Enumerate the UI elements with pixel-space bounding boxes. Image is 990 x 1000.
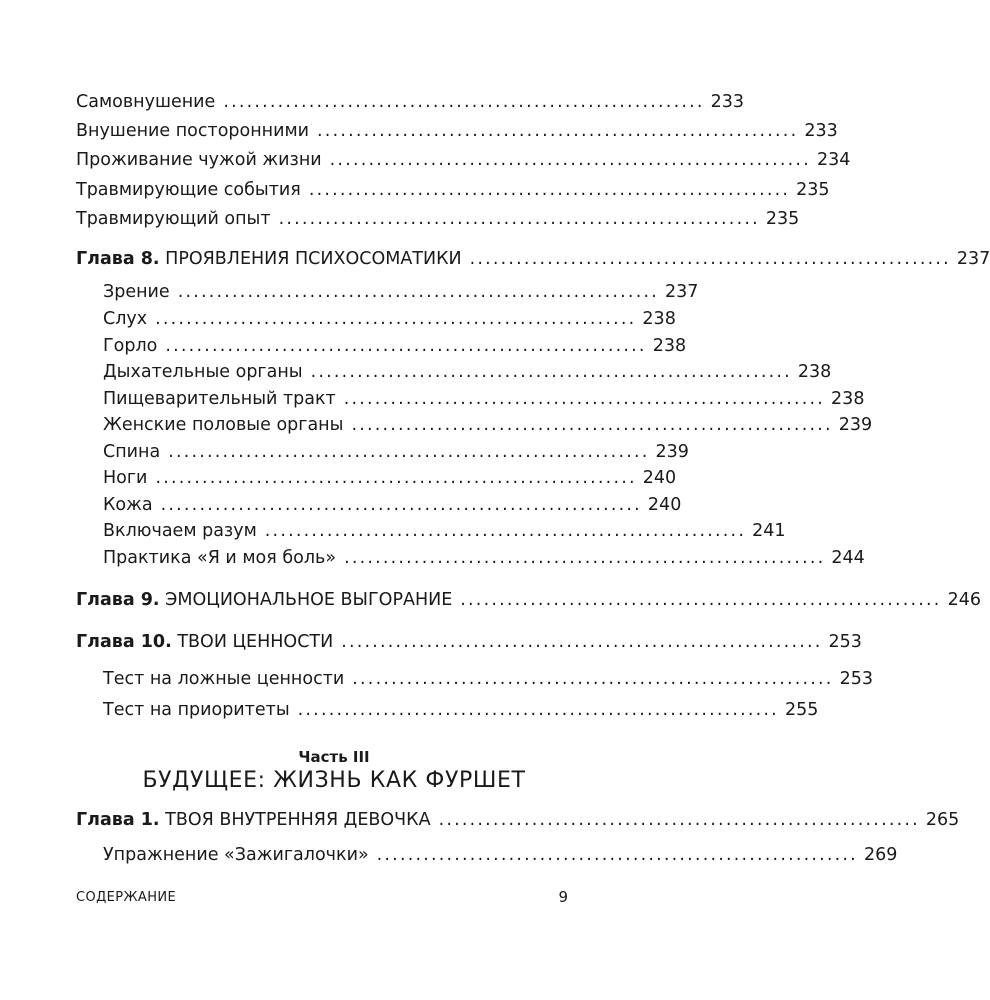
leader-dots: .............................................................. <box>460 590 942 610</box>
entry-title: Зрение <box>103 282 170 302</box>
chapter-number: Глава 9. <box>76 590 160 610</box>
entry-page: 238 <box>652 336 687 356</box>
leader-dots: .............................................................. <box>310 362 792 382</box>
entry-title: Практика «Я и моя боль» <box>103 548 337 568</box>
entry-page: 233 <box>710 92 745 112</box>
chapter-title: ПРОЯВЛЕНИЯ ПСИХОСОМАТИКИ <box>165 249 462 269</box>
toc-entry <box>103 415 873 445</box>
entry-page: 240 <box>647 495 682 515</box>
entry-page: 246 <box>947 590 981 610</box>
entry-page: 253 <box>828 632 862 652</box>
entry-title: Тест на приоритеты <box>103 700 290 720</box>
part-label: Часть III <box>298 748 370 766</box>
entry-page: 233 <box>804 121 838 141</box>
leader-dots: .............................................................. <box>308 180 791 200</box>
toc-entry <box>76 121 838 151</box>
chapter-entry <box>76 632 862 662</box>
entry-title: Самовнушение <box>76 92 216 112</box>
leader-dots: .............................................................. <box>376 845 858 865</box>
entry-title: Пищеварительный тракт <box>103 389 336 409</box>
leader-dots: .............................................................. <box>341 632 823 652</box>
leader-dots: .............................................................. <box>165 336 647 356</box>
part-title: БУДУЩЕЕ: ЖИЗНЬ КАК ФУРШЕТ <box>142 768 526 793</box>
entry-title: Включаем разум <box>103 521 257 541</box>
entry-page: 240 <box>642 468 677 488</box>
chapter-number: Глава 8. <box>76 249 160 269</box>
toc-entry <box>103 700 819 730</box>
leader-dots: .............................................................. <box>155 468 637 488</box>
entry-page: 235 <box>765 209 800 229</box>
leader-dots: .............................................................. <box>155 309 637 329</box>
entry-page: 265 <box>925 810 960 830</box>
chapter-entry <box>76 590 981 620</box>
entry-page: 237 <box>956 249 990 269</box>
leader-dots: .............................................................. <box>351 415 833 435</box>
chapter-heading <box>76 632 333 652</box>
leader-dots: .............................................................. <box>297 700 779 720</box>
entry-page: 234 <box>816 150 851 170</box>
leader-dots: .............................................................. <box>344 548 826 568</box>
toc-entry <box>76 150 851 180</box>
leader-dots: .............................................................. <box>343 389 826 409</box>
entry-title: Слух <box>103 309 148 329</box>
leader-dots: .............................................................. <box>168 442 650 462</box>
entry-title: Упражнение «Зажигалочки» <box>103 845 369 865</box>
toc-entry <box>103 548 865 578</box>
entry-page: 241 <box>752 521 786 541</box>
entry-title: Горло <box>103 336 158 356</box>
page-number: 9 <box>558 888 568 906</box>
leader-dots: .............................................................. <box>223 92 705 112</box>
entry-page: 239 <box>838 415 873 435</box>
chapter-title: ТВОЯ ВНУТРЕННЯЯ ДЕВОЧКА <box>165 810 431 830</box>
toc-entry <box>103 362 832 392</box>
entry-title: Ноги <box>103 468 148 488</box>
chapter-number: Глава 1. <box>76 810 160 830</box>
leader-dots: .............................................................. <box>177 282 659 302</box>
leader-dots: .............................................................. <box>264 521 747 541</box>
chapter-heading <box>76 590 452 610</box>
toc-entry <box>76 209 800 239</box>
leader-dots: .............................................................. <box>438 810 920 830</box>
entry-title: Тест на ложные ценности <box>103 669 345 689</box>
entry-title: Травмирующие события <box>76 180 301 200</box>
leader-dots: .............................................................. <box>469 249 951 269</box>
entry-title: Кожа <box>103 495 153 515</box>
running-footer: СОДЕРЖАНИЕ <box>76 890 177 905</box>
toc-entry <box>103 468 677 498</box>
toc-entry <box>103 309 676 339</box>
entry-page: 237 <box>664 282 699 302</box>
chapter-heading <box>76 249 462 269</box>
entry-title: Дыхательные органы <box>103 362 303 382</box>
leader-dots: .............................................................. <box>160 495 642 515</box>
entry-title: Внушение посторонними <box>76 121 310 141</box>
entry-title: Травмирующий опыт <box>76 209 271 229</box>
chapter-title: ТВОИ ЦЕННОСТИ <box>177 632 334 652</box>
entry-page: 269 <box>863 845 898 865</box>
leader-dots: .............................................................. <box>278 209 760 229</box>
entry-page: 238 <box>831 389 865 409</box>
toc-entry <box>76 180 830 210</box>
chapter-number: Глава 10. <box>76 632 172 652</box>
entry-page: 239 <box>655 442 689 462</box>
entry-page: 255 <box>784 700 819 720</box>
entry-title: Женские половые органы <box>103 415 344 435</box>
toc-entry <box>103 282 699 312</box>
chapter-entry <box>76 810 960 840</box>
entry-page: 238 <box>642 309 676 329</box>
entry-page: 235 <box>796 180 830 200</box>
chapter-heading <box>76 810 431 830</box>
entry-page: 238 <box>797 362 832 382</box>
chapter-title: ЭМОЦИОНАЛЬНОЕ ВЫГОРАНИЕ <box>165 590 453 610</box>
chapter-entry <box>76 249 990 279</box>
entry-page: 253 <box>839 669 873 689</box>
toc-entry <box>103 845 898 875</box>
toc-entry <box>103 521 786 551</box>
entry-title: Спина <box>103 442 161 462</box>
entry-title: Проживание чужой жизни <box>76 150 322 170</box>
leader-dots: .............................................................. <box>317 121 799 141</box>
entry-page: 244 <box>831 548 865 568</box>
leader-dots: .............................................................. <box>352 669 834 689</box>
toc-entry <box>103 669 873 699</box>
leader-dots: .............................................................. <box>329 150 811 170</box>
toc-entry <box>76 92 745 122</box>
